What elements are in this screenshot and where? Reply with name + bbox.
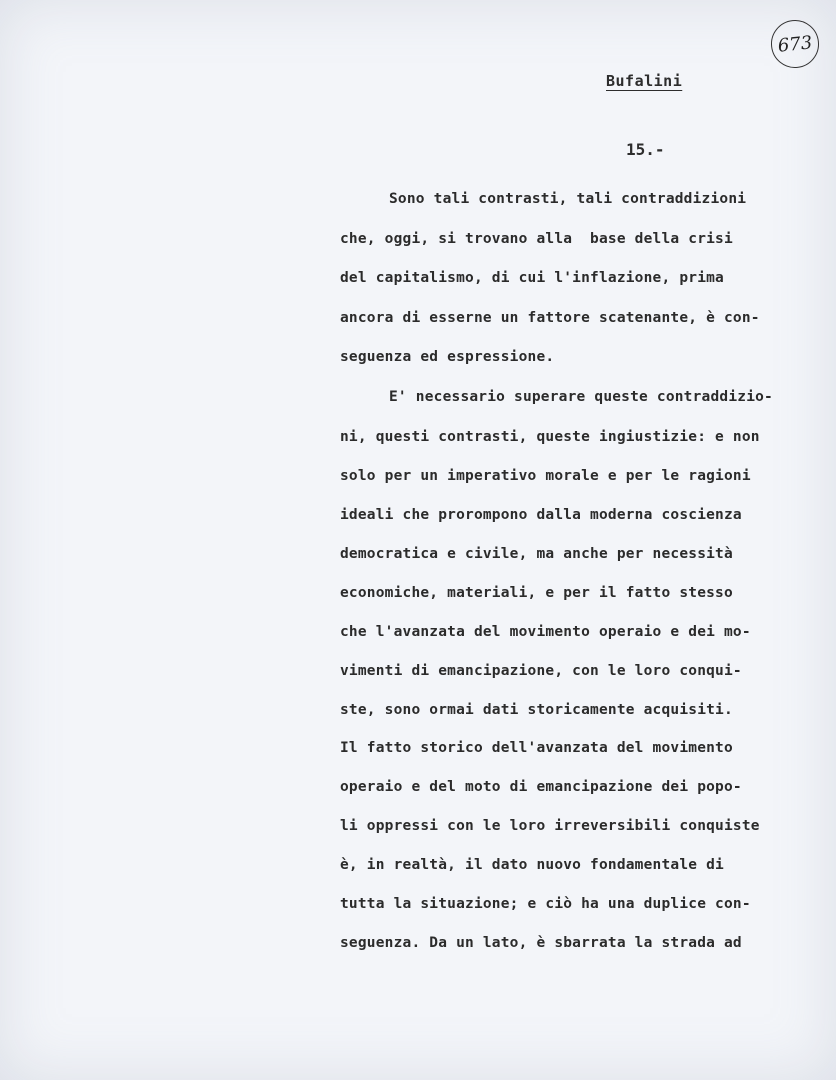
text-line: seguenza ed espressione. [340, 349, 555, 365]
author-name: Bufalini [606, 72, 683, 90]
text-line: ideali che prorompono dalla moderna coscienza [340, 507, 742, 523]
text-line: solo per un imperativo morale e per le ragioni [340, 468, 751, 484]
text-line: è, in realtà, il dato nuovo fondamentale di [340, 857, 724, 873]
text-line: ste, sono ormai dati storicamente acquisiti. [340, 702, 733, 718]
text-line: li oppressi con le loro irreversibili conquiste [340, 818, 760, 834]
text-line: operaio e del moto di emancipazione dei popo- [340, 779, 742, 795]
text-line: ancora di esserne un fattore scatenante, è con- [340, 310, 760, 326]
text-line: Il fatto storico dell'avanzata del movimento [340, 740, 733, 756]
text-line: ni, questi contrasti, queste ingiustizie: e non [340, 429, 760, 445]
text-line: del capitalismo, di cui l'inflazione, prima [340, 270, 724, 286]
text-line: E' necessario superare queste contraddizio- [389, 389, 773, 405]
text-line: democratica e civile, ma anche per necessità [340, 546, 733, 562]
text-line: seguenza. Da un lato, è sbarrata la strada ad [340, 935, 742, 951]
section-number: 15.- [626, 140, 665, 159]
text-line: che, oggi, si trovano alla base della crisi [340, 231, 733, 247]
text-line: vimenti di emancipazione, con le loro conqui- [340, 663, 742, 679]
text-line: che l'avanzata del movimento operaio e dei mo- [340, 624, 751, 640]
page-number-stamp: 673 [769, 18, 822, 71]
text-line: tutta la situazione; e ciò ha una duplice con- [340, 896, 751, 912]
text-line: economiche, materiali, e per il fatto stesso [340, 585, 733, 601]
text-line: Sono tali contrasti, tali contraddizioni [389, 191, 747, 207]
